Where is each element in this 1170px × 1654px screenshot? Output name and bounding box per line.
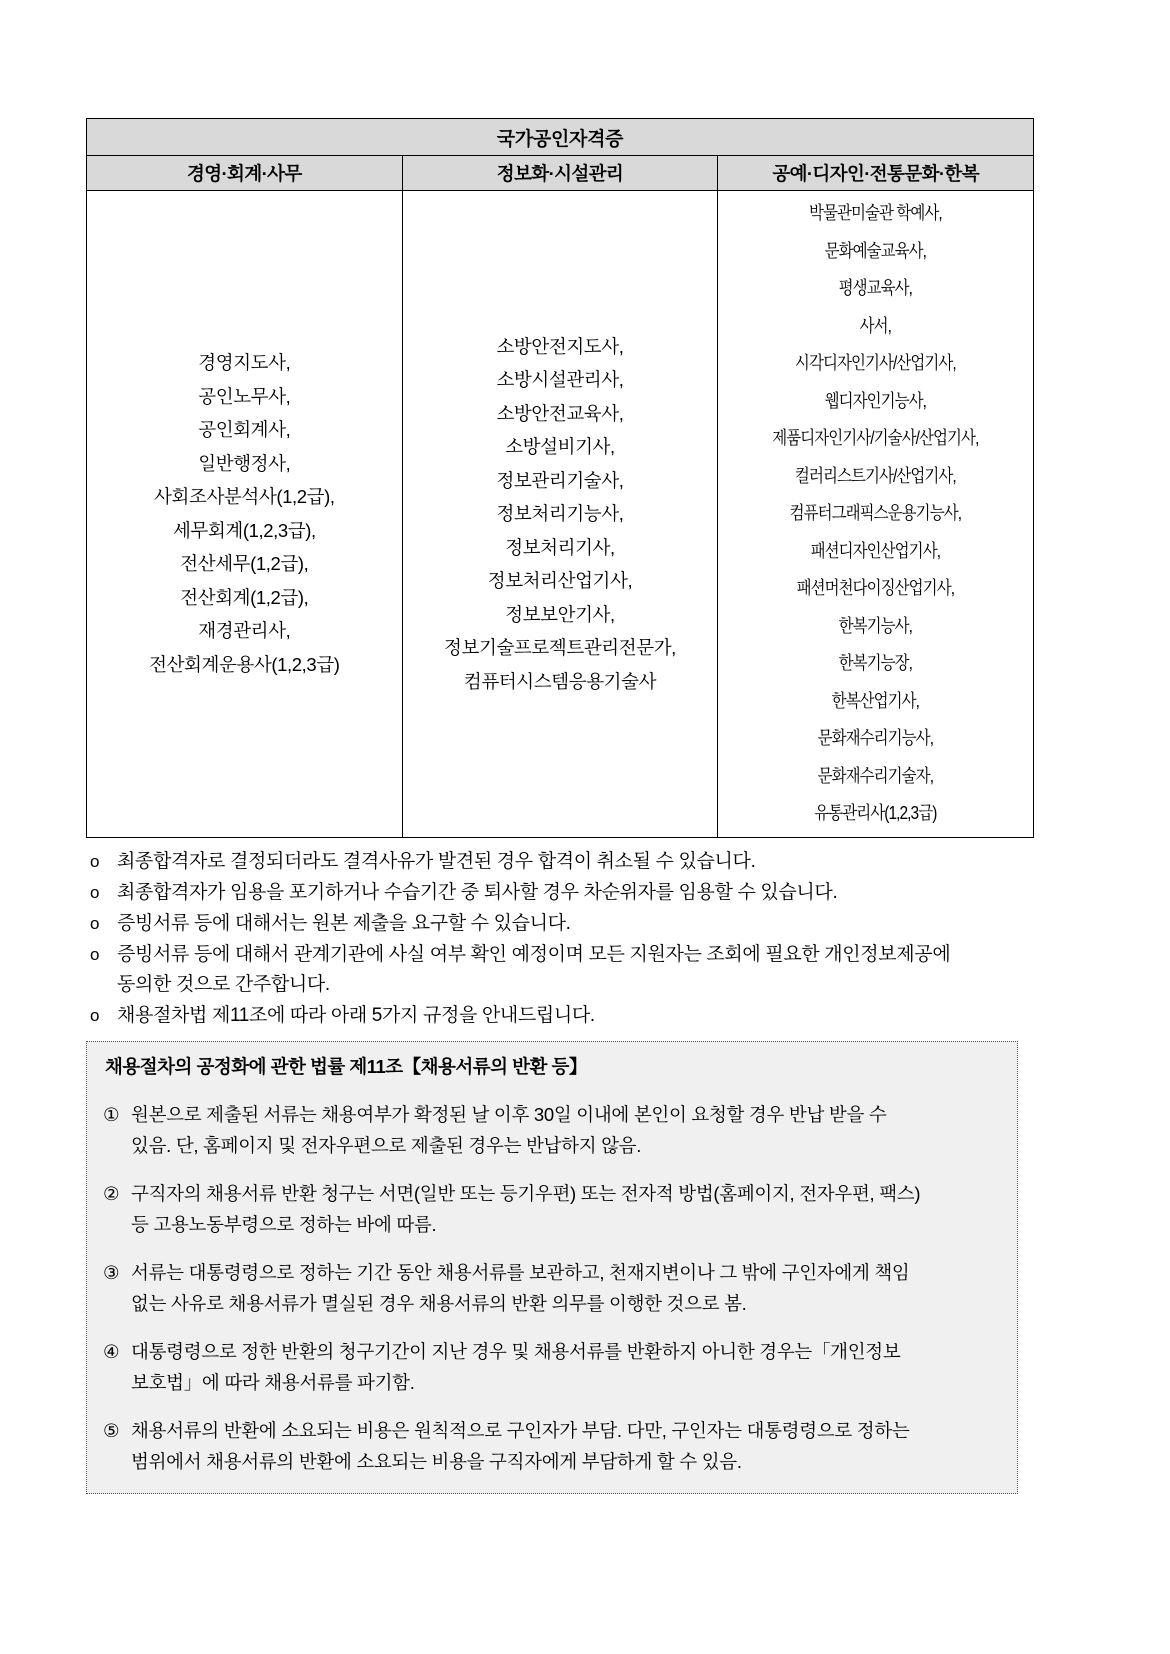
cert-list-item: 웹디자인기능사, bbox=[824, 390, 927, 411]
cert-list-item: 한복기능사, bbox=[838, 615, 913, 636]
notice-line: 최종합격자로 결정되더라도 결격사유가 발견된 경우 합격이 취소될 수 있습니다. bbox=[117, 850, 756, 872]
clause-number: ③ bbox=[103, 1261, 120, 1283]
table-title-cell: 국가공인자격증 bbox=[87, 119, 1034, 156]
cert-list-item: 사회조사분석사(1,2급), bbox=[154, 486, 335, 508]
cert-list-item: 평생교육사, bbox=[838, 278, 913, 298]
cert-list-item: 전산회계(1,2급), bbox=[180, 586, 309, 608]
clause-line: 있음. 단, 홈페이지 및 전자우편으로 제출된 경우는 반납하지 않음. bbox=[131, 1134, 642, 1156]
law-clause bbox=[101, 1257, 1003, 1319]
cert-list-item: 박물관미술관 학예사, bbox=[809, 203, 943, 223]
bullet-marker: o bbox=[90, 1005, 100, 1025]
law-clause-list bbox=[101, 1099, 1003, 1477]
clause-line: 구직자의 채용서류 반환 청구는 서면(일반 또는 등기우편) 또는 전자적 방법(홈페이지, 전자우편, 팩스) bbox=[131, 1182, 921, 1204]
cert-list-item: 전산회계운용사(1,2,3급) bbox=[149, 653, 340, 675]
cell-craft-design-certs bbox=[718, 191, 1034, 838]
cert-list-item: 재경관리사, bbox=[198, 620, 291, 642]
notice-line: 채용절차법 제11조에 따라 아래 5가지 규정을 안내드립니다. bbox=[117, 1004, 595, 1026]
cert-list-item: 컴퓨터시스템응용기술사 bbox=[463, 670, 657, 692]
cert-list-item: 문화재수리기술자, bbox=[817, 765, 934, 786]
cert-list-craft-design bbox=[721, 195, 1030, 833]
cert-list-item: 컴퓨터그래픽스운용기능사, bbox=[789, 503, 962, 523]
column-header-it-facility: 정보화·시설관리 bbox=[402, 156, 718, 191]
notice-bullet-list bbox=[86, 847, 1084, 1031]
notice-line: 증빙서류 등에 대해서 관계기관에 사실 여부 확인 예정이며 모든 지원자는 조회에 필요한 개인정보제공에 bbox=[117, 943, 951, 965]
cert-list-it-facility bbox=[406, 330, 715, 699]
notice-item bbox=[86, 878, 1084, 908]
cert-list-item: 공인노무사, bbox=[198, 385, 291, 407]
clause-line: 원본으로 제출된 서류는 채용여부가 확정된 날 이후 30일 이내에 본인이 요청할 경우 반납 받을 수 bbox=[131, 1103, 887, 1125]
bullet-marker: o bbox=[90, 882, 100, 902]
notice-line: 동의한 것으로 간주합니다. bbox=[117, 973, 330, 995]
cell-it-facility-certs bbox=[402, 191, 718, 838]
cert-list-item: 정보처리기사, bbox=[505, 536, 615, 558]
clause-line: 서류는 대통령령으로 정하는 기간 동안 채용서류를 보관하고, 천재지변이나 그 밖에 구인자에게 책임 bbox=[131, 1261, 910, 1283]
clause-number: ② bbox=[103, 1182, 120, 1204]
notice-item bbox=[86, 847, 1084, 877]
cert-list-item: 사서, bbox=[859, 315, 892, 336]
cert-list-item: 경영지도사, bbox=[198, 352, 291, 374]
cert-list-item: 전산세무(1,2급), bbox=[180, 553, 309, 575]
cert-list-management bbox=[90, 346, 399, 681]
table-body-row bbox=[87, 191, 1034, 838]
cert-list-item: 컬러리스트기사/산업기사, bbox=[795, 465, 957, 486]
clause-number: ④ bbox=[103, 1340, 120, 1362]
notice-item bbox=[86, 1001, 1084, 1031]
certification-table bbox=[86, 118, 1034, 838]
notice-line: 최종합격자가 임용을 포기하거나 수습기간 중 퇴사할 경우 차순위자를 임용할 수 있습니다. bbox=[117, 881, 838, 903]
clause-line: 보호법」에 따라 채용서류를 파기함. bbox=[131, 1371, 415, 1393]
bullet-marker: o bbox=[90, 913, 100, 933]
cert-list-item: 문화예술교육사, bbox=[824, 240, 927, 261]
clause-line: 없는 사유로 채용서류가 멸실된 경우 채용서류의 반환 의무를 이행한 것으로 봄. bbox=[131, 1292, 747, 1314]
cert-list-item: 한복기능장, bbox=[838, 653, 913, 673]
law-clause bbox=[101, 1336, 1003, 1398]
cert-list-item: 정보관리기술사, bbox=[496, 469, 624, 491]
law-clause bbox=[101, 1099, 1003, 1161]
cert-list-item: 패션머천다이징산업기사, bbox=[796, 578, 955, 598]
law-clause bbox=[101, 1178, 1003, 1240]
notice-item bbox=[86, 940, 1084, 1000]
notice-item bbox=[86, 909, 1084, 939]
law-reference-box bbox=[86, 1041, 1018, 1494]
cert-list-item: 정보기술프로젝트관리전문가, bbox=[444, 637, 676, 658]
clause-line: 대통령령으로 정한 반환의 청구기간이 지난 경우 및 채용서류를 반환하지 아니한 경우는「개인정보 bbox=[131, 1340, 901, 1362]
column-header-management: 경영·회계·사무 bbox=[87, 156, 403, 191]
cert-list-item: 정보보안기사, bbox=[505, 603, 615, 625]
bullet-marker: o bbox=[90, 851, 100, 871]
table-header-row bbox=[87, 156, 1034, 191]
cert-list-item: 소방안전교육사, bbox=[496, 402, 624, 424]
cert-list-item: 문화재수리기능사, bbox=[817, 728, 934, 748]
cert-list-item: 제품디자인기사/기술사/산업기사, bbox=[772, 428, 979, 448]
law-box-title: 채용절차의 공정화에 관한 법률 제11조【채용서류의 반환 등】 bbox=[105, 1055, 587, 1077]
clause-line: 등 고용노동부령으로 정하는 바에 따름. bbox=[131, 1213, 437, 1235]
cert-list-item: 정보처리산업기사, bbox=[487, 570, 633, 591]
cert-list-item: 패션디자인산업기사, bbox=[810, 540, 941, 561]
cert-list-item: 정보처리기능사, bbox=[496, 503, 624, 524]
cert-list-item: 공인회계사, bbox=[198, 419, 291, 441]
cert-list-item: 소방설비기사, bbox=[505, 436, 615, 457]
notice-line: 증빙서류 등에 대해서는 원본 제출을 요구할 수 있습니다. bbox=[117, 912, 571, 934]
law-clause bbox=[101, 1415, 1003, 1477]
clause-line: 범위에서 채용서류의 반환에 소요되는 비용을 구직자에게 부담하게 할 수 있음. bbox=[131, 1450, 742, 1472]
clause-line: 채용서류의 반환에 소요되는 비용은 원칙적으로 구인자가 부담. 다만, 구인자는 대통령령으로 정하는 bbox=[131, 1419, 910, 1441]
clause-number: ① bbox=[103, 1103, 120, 1125]
cert-list-item: 시각디자인기사/산업기사, bbox=[795, 353, 957, 373]
clause-number: ⑤ bbox=[103, 1419, 120, 1441]
table-title-row bbox=[87, 119, 1034, 156]
cert-list-item: 세무회계(1,2,3급), bbox=[172, 519, 316, 541]
cert-list-item: 한복산업기사, bbox=[831, 690, 920, 711]
cell-management-certs bbox=[87, 191, 403, 838]
column-header-craft-design: 공예·디자인·전통문화·한복 bbox=[718, 156, 1034, 191]
cert-list-item: 일반행정사, bbox=[198, 452, 291, 474]
cert-list-item: 소방시설관리사, bbox=[496, 369, 624, 390]
cert-list-item: 소방안전지도사, bbox=[496, 335, 624, 357]
bullet-marker: o bbox=[90, 944, 100, 964]
cert-list-item: 유통관리사(1,2,3급) bbox=[814, 803, 937, 823]
